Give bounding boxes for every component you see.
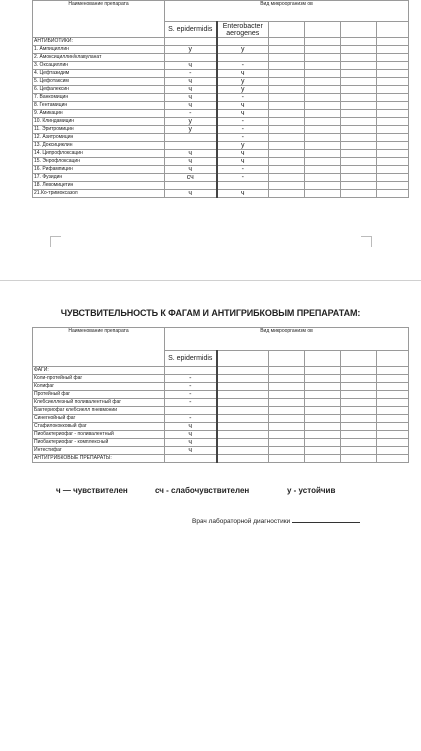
result-cell-organism-1: у bbox=[165, 126, 217, 134]
result-cell-organism-1 bbox=[165, 134, 217, 142]
empty-cell bbox=[305, 407, 341, 415]
empty-cell bbox=[305, 158, 341, 166]
empty-cell bbox=[377, 391, 409, 399]
empty-cell bbox=[305, 383, 341, 391]
empty-cell bbox=[377, 150, 409, 158]
empty-cell bbox=[341, 62, 377, 70]
result-cell-organism-2 bbox=[217, 399, 269, 407]
table-row bbox=[33, 94, 409, 102]
result-cell-organism-1: - bbox=[165, 391, 217, 399]
empty-cell bbox=[305, 447, 341, 455]
result-cell-organism-2: - bbox=[217, 126, 269, 134]
result-cell-organism-2 bbox=[217, 54, 269, 62]
result-cell-organism-2: ч bbox=[217, 150, 269, 158]
result-cell-organism-2: ч bbox=[217, 102, 269, 110]
empty-cell bbox=[305, 126, 341, 134]
drug-name: 9. Амикацин bbox=[33, 110, 165, 118]
empty-cell bbox=[341, 447, 377, 455]
empty-cell bbox=[269, 439, 305, 447]
empty-cell bbox=[341, 86, 377, 94]
empty-cell bbox=[341, 166, 377, 174]
empty-cell bbox=[269, 431, 305, 439]
empty-cell bbox=[377, 110, 409, 118]
result-cell-organism-1: - bbox=[165, 399, 217, 407]
empty-cell bbox=[305, 134, 341, 142]
empty-cell bbox=[305, 182, 341, 190]
empty-cell bbox=[341, 126, 377, 134]
empty-cell bbox=[305, 46, 341, 54]
empty-cell bbox=[341, 423, 377, 431]
empty-cell bbox=[341, 375, 377, 383]
legend-weak: сч - слабочувствителен bbox=[155, 486, 250, 495]
empty-cell bbox=[377, 439, 409, 447]
empty-cell bbox=[377, 399, 409, 407]
column-header-organism: Вид микроорганизм ов bbox=[165, 1, 409, 22]
drug-name: 11. Эритромицин bbox=[33, 126, 165, 134]
empty-cell bbox=[377, 423, 409, 431]
table-row bbox=[33, 54, 409, 62]
result-cell-organism-1: ч bbox=[165, 423, 217, 431]
column-header-drug: Наименование препарата bbox=[33, 328, 165, 367]
empty-cell bbox=[269, 383, 305, 391]
result-cell-organism-2: - bbox=[217, 134, 269, 142]
empty-cell bbox=[305, 190, 341, 198]
result-cell-organism-2: - bbox=[217, 62, 269, 70]
table-row bbox=[33, 62, 409, 70]
result-cell-organism-1 bbox=[165, 182, 217, 190]
empty-cell bbox=[377, 54, 409, 62]
section-label-antibiotics: АНТИБИОТИКИ: bbox=[33, 38, 165, 46]
empty-cell bbox=[305, 102, 341, 110]
column-header-drug: Наименование препарата bbox=[33, 1, 165, 38]
result-cell-organism-2: ч bbox=[217, 110, 269, 118]
drug-name: 2. Амоксициллин/клавуланат bbox=[33, 54, 165, 62]
result-cell-organism-2 bbox=[217, 182, 269, 190]
signature-label: Врач лабораторной диагностики bbox=[192, 518, 291, 525]
drug-name: 8. Гентамицин bbox=[33, 102, 165, 110]
empty-cell bbox=[305, 150, 341, 158]
result-cell-organism-2 bbox=[217, 447, 269, 455]
empty-cell bbox=[377, 174, 409, 182]
column-organism-2: Enterobacter aerogenes bbox=[217, 22, 269, 38]
empty-cell bbox=[341, 46, 377, 54]
table-row bbox=[33, 415, 409, 423]
table-row bbox=[33, 375, 409, 383]
drug-name: 4. Цефтазидим bbox=[33, 70, 165, 78]
result-cell-organism-1: - bbox=[165, 110, 217, 118]
phage-section-title: ЧУВСТВИТЕЛЬНОСТЬ К ФАГАМ И АНТИГРИБКОВЫМ ПРЕПАРАТАМ: bbox=[60, 308, 361, 318]
result-cell-organism-2: ч bbox=[217, 190, 269, 198]
empty-cell bbox=[341, 190, 377, 198]
empty-cell bbox=[341, 174, 377, 182]
empty-cell bbox=[341, 415, 377, 423]
empty-cell bbox=[341, 70, 377, 78]
empty-cell bbox=[305, 86, 341, 94]
result-cell-organism-1: - bbox=[165, 70, 217, 78]
drug-name: 7. Ванкомицин bbox=[33, 94, 165, 102]
antibiotics-table bbox=[32, 0, 409, 198]
legend-sensitive: ч — чувствителен bbox=[56, 486, 128, 495]
empty-cell bbox=[341, 142, 377, 150]
phages-table bbox=[32, 327, 409, 463]
empty-cell bbox=[377, 94, 409, 102]
result-cell-organism-2: - bbox=[217, 118, 269, 126]
empty-cell bbox=[305, 118, 341, 126]
drug-name: Протейный фаг bbox=[33, 391, 165, 399]
table-row bbox=[33, 182, 409, 190]
drug-name: Стафилококковый фаг bbox=[33, 423, 165, 431]
table-row bbox=[33, 142, 409, 150]
drug-name: 21.Ко-тримоксазол bbox=[33, 190, 165, 198]
table-row bbox=[33, 158, 409, 166]
result-cell-organism-2: у bbox=[217, 46, 269, 54]
empty-cell bbox=[377, 70, 409, 78]
empty-cell bbox=[341, 407, 377, 415]
drug-name: Коли-протейный фаг bbox=[33, 375, 165, 383]
result-cell-organism-2 bbox=[217, 431, 269, 439]
empty-cell bbox=[341, 54, 377, 62]
table-row bbox=[33, 86, 409, 94]
empty-cell bbox=[269, 423, 305, 431]
result-cell-organism-1: у bbox=[165, 118, 217, 126]
drug-name: 14. Ципрофлоксацин bbox=[33, 150, 165, 158]
empty-cell bbox=[269, 182, 305, 190]
result-cell-organism-1: ч bbox=[165, 78, 217, 86]
result-cell-organism-2: ч bbox=[217, 158, 269, 166]
empty-cell bbox=[305, 375, 341, 383]
empty-cell bbox=[305, 399, 341, 407]
empty-cell bbox=[269, 46, 305, 54]
empty-cell bbox=[269, 415, 305, 423]
result-cell-organism-1: ч bbox=[165, 439, 217, 447]
table-row bbox=[33, 118, 409, 126]
empty-cell bbox=[377, 415, 409, 423]
empty-cell bbox=[341, 391, 377, 399]
empty-cell bbox=[341, 150, 377, 158]
empty-cell bbox=[269, 391, 305, 399]
empty-cell bbox=[269, 78, 305, 86]
drug-name: 5. Цефотаксим bbox=[33, 78, 165, 86]
empty-cell bbox=[377, 190, 409, 198]
empty-cell bbox=[305, 94, 341, 102]
empty-cell bbox=[377, 447, 409, 455]
result-cell-organism-1: - bbox=[165, 415, 217, 423]
table-row bbox=[33, 126, 409, 134]
result-cell-organism-1 bbox=[165, 407, 217, 415]
empty-cell bbox=[305, 439, 341, 447]
page-corner-mark bbox=[361, 236, 372, 247]
empty-cell bbox=[377, 46, 409, 54]
table-row bbox=[33, 399, 409, 407]
empty-cell bbox=[305, 423, 341, 431]
empty-cell bbox=[305, 431, 341, 439]
table-row bbox=[33, 174, 409, 182]
empty-cell bbox=[305, 174, 341, 182]
drug-name: 12. Азитромицин bbox=[33, 134, 165, 142]
drug-name: 16. Рифампицин bbox=[33, 166, 165, 174]
empty-cell bbox=[341, 383, 377, 391]
empty-cell bbox=[341, 118, 377, 126]
section-label-phages: ФАГИ: bbox=[33, 367, 165, 375]
empty-cell bbox=[377, 62, 409, 70]
result-cell-organism-2 bbox=[217, 407, 269, 415]
result-cell-organism-2: у bbox=[217, 86, 269, 94]
result-cell-organism-1: ч bbox=[165, 166, 217, 174]
legend-resistant: у - устойчив bbox=[287, 486, 336, 495]
table-row bbox=[33, 70, 409, 78]
empty-cell bbox=[377, 166, 409, 174]
drug-name: Пиобактериофаг - комплексный bbox=[33, 439, 165, 447]
result-cell-organism-2 bbox=[217, 423, 269, 431]
result-page-1 bbox=[0, 0, 421, 250]
drug-name: Пиобактериофаг - поливалентный bbox=[33, 431, 165, 439]
table-row bbox=[33, 102, 409, 110]
empty-cell bbox=[305, 166, 341, 174]
drug-name: Бактериофаг клебсиелл пневмонии bbox=[33, 407, 165, 415]
table-row bbox=[33, 46, 409, 54]
result-cell-organism-1: ч bbox=[165, 102, 217, 110]
empty-cell bbox=[341, 134, 377, 142]
empty-cell bbox=[377, 383, 409, 391]
empty-cell bbox=[305, 415, 341, 423]
empty-cell bbox=[377, 78, 409, 86]
empty-cell bbox=[305, 70, 341, 78]
table-row bbox=[33, 391, 409, 399]
result-cell-organism-2: у bbox=[217, 78, 269, 86]
empty-cell bbox=[269, 142, 305, 150]
empty-cell bbox=[377, 375, 409, 383]
drug-name: 17. Фузидин bbox=[33, 174, 165, 182]
drug-name: Интестифаг bbox=[33, 447, 165, 455]
table-row bbox=[33, 431, 409, 439]
empty-cell bbox=[269, 110, 305, 118]
signature-blank bbox=[292, 522, 360, 523]
result-cell-organism-1: ч bbox=[165, 447, 217, 455]
empty-cell bbox=[341, 78, 377, 86]
result-cell-organism-2: ч bbox=[217, 70, 269, 78]
empty-cell bbox=[341, 431, 377, 439]
empty-cell bbox=[377, 86, 409, 94]
empty-cell bbox=[269, 150, 305, 158]
drug-name: 13. Доксициклин bbox=[33, 142, 165, 150]
empty-cell bbox=[377, 134, 409, 142]
drug-name: Клебсиеллезный поливалентный фаг bbox=[33, 399, 165, 407]
drug-name: Синегнойный фаг bbox=[33, 415, 165, 423]
table-row bbox=[33, 110, 409, 118]
result-cell-organism-2: - bbox=[217, 94, 269, 102]
result-cell-organism-1: ч bbox=[165, 62, 217, 70]
empty-cell bbox=[377, 118, 409, 126]
table-row bbox=[33, 455, 409, 463]
result-cell-organism-2: у bbox=[217, 142, 269, 150]
empty-cell bbox=[341, 102, 377, 110]
empty-cell bbox=[269, 407, 305, 415]
empty-cell bbox=[341, 94, 377, 102]
empty-cell bbox=[377, 158, 409, 166]
empty-cell bbox=[269, 190, 305, 198]
result-cell-organism-2: - bbox=[217, 174, 269, 182]
empty-cell bbox=[269, 118, 305, 126]
empty-cell bbox=[269, 62, 305, 70]
drug-name: Колифаг bbox=[33, 383, 165, 391]
empty-cell bbox=[377, 182, 409, 190]
table-row bbox=[33, 383, 409, 391]
signature-line bbox=[192, 518, 360, 525]
result-cell-organism-1 bbox=[165, 54, 217, 62]
drug-name: 1. Ампициллин bbox=[33, 46, 165, 54]
result-cell-organism-1 bbox=[165, 142, 217, 150]
result-cell-organism-2 bbox=[217, 415, 269, 423]
result-cell-organism-1: ч bbox=[165, 150, 217, 158]
result-cell-organism-1: - bbox=[165, 375, 217, 383]
empty-cell bbox=[305, 142, 341, 150]
empty-cell bbox=[305, 78, 341, 86]
drug-name: 6. Цефалексин bbox=[33, 86, 165, 94]
section-label-antifungal: АНТИГРИБКОВЫЕ ПРЕПАРАТЫ: bbox=[33, 455, 165, 463]
table-row bbox=[33, 134, 409, 142]
empty-cell bbox=[269, 375, 305, 383]
empty-cell bbox=[269, 174, 305, 182]
result-cell-organism-1: ч bbox=[165, 190, 217, 198]
result-cell-organism-1: ч bbox=[165, 94, 217, 102]
empty-cell bbox=[269, 86, 305, 94]
empty-cell bbox=[377, 126, 409, 134]
empty-cell bbox=[377, 102, 409, 110]
page-corner-mark bbox=[50, 236, 61, 247]
result-page-2 bbox=[0, 280, 421, 751]
empty-cell bbox=[305, 62, 341, 70]
empty-cell bbox=[269, 102, 305, 110]
table-row bbox=[33, 190, 409, 198]
empty-cell bbox=[269, 54, 305, 62]
empty-cell bbox=[341, 158, 377, 166]
column-organism-1: S. epidermidis bbox=[165, 22, 217, 38]
result-cell-organism-1: ч bbox=[165, 431, 217, 439]
empty-cell bbox=[305, 54, 341, 62]
empty-cell bbox=[341, 110, 377, 118]
result-cell-organism-2 bbox=[217, 383, 269, 391]
page-separator bbox=[0, 250, 421, 282]
drug-name: 3. Оксациллин bbox=[33, 62, 165, 70]
result-cell-organism-1: ч bbox=[165, 158, 217, 166]
empty-cell bbox=[269, 447, 305, 455]
result-cell-organism-2: - bbox=[217, 166, 269, 174]
table-row bbox=[33, 150, 409, 158]
empty-cell bbox=[341, 439, 377, 447]
drug-name: 15. Энрофлоксацин bbox=[33, 158, 165, 166]
drug-name: 18. Левомицетин bbox=[33, 182, 165, 190]
empty-cell bbox=[269, 158, 305, 166]
result-cell-organism-1: - bbox=[165, 383, 217, 391]
table-row bbox=[33, 166, 409, 174]
empty-cell bbox=[269, 70, 305, 78]
result-cell-organism-1: у bbox=[165, 46, 217, 54]
empty-cell bbox=[377, 142, 409, 150]
result-cell-organism-2 bbox=[217, 439, 269, 447]
empty-cell bbox=[377, 431, 409, 439]
table-row bbox=[33, 407, 409, 415]
table-row bbox=[33, 447, 409, 455]
column-organism-1: S. epidermidis bbox=[165, 351, 217, 367]
empty-cell bbox=[269, 134, 305, 142]
empty-cell bbox=[341, 182, 377, 190]
table-row bbox=[33, 78, 409, 86]
empty-cell bbox=[377, 407, 409, 415]
empty-cell bbox=[305, 391, 341, 399]
column-header-organism: Вид микроорганизм ов bbox=[165, 328, 409, 351]
result-cell-organism-2 bbox=[217, 391, 269, 399]
empty-cell bbox=[269, 166, 305, 174]
table-row bbox=[33, 423, 409, 431]
empty-cell bbox=[269, 399, 305, 407]
table-row bbox=[33, 439, 409, 447]
result-cell-organism-1: ч bbox=[165, 86, 217, 94]
empty-cell bbox=[269, 126, 305, 134]
empty-cell bbox=[305, 110, 341, 118]
drug-name: 10. Клиндамицин bbox=[33, 118, 165, 126]
empty-cell bbox=[341, 399, 377, 407]
result-cell-organism-2 bbox=[217, 375, 269, 383]
result-cell-organism-1: сч bbox=[165, 174, 217, 182]
empty-cell bbox=[269, 94, 305, 102]
